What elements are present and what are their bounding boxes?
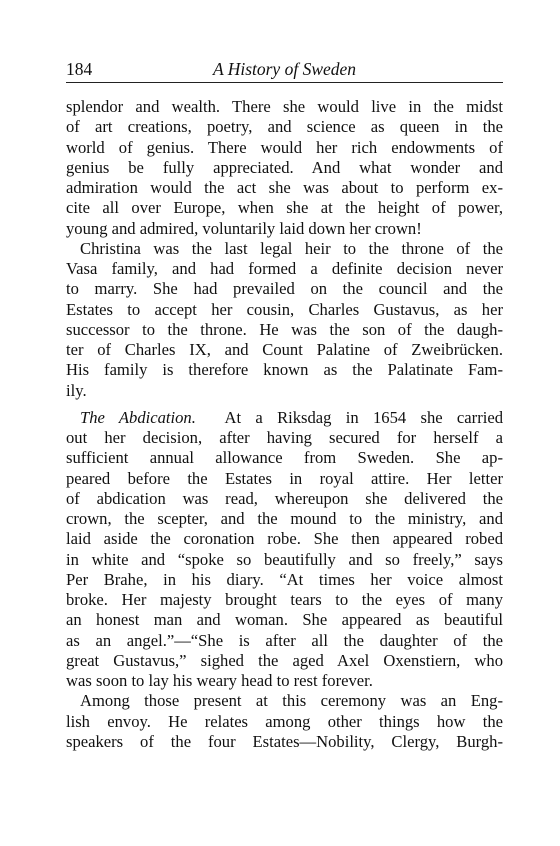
text-line: speakers of the four Estates—Nobility, Clergy, Burgh- bbox=[66, 731, 503, 751]
section-heading: The Abdication. bbox=[80, 407, 196, 427]
text-line: genius be fully appreciated. And what wonder and bbox=[66, 157, 503, 177]
text-line: Christina was the last legal heir to the throne of the bbox=[80, 238, 503, 258]
text-line: as an angel.”—“She is after all the daughter of the bbox=[66, 630, 503, 650]
text-line: young and admired, voluntarily laid down her crown! bbox=[66, 218, 422, 238]
section-spacer bbox=[66, 401, 503, 408]
text-line: Estates to accept her cousin, Charles Gustavus, as her bbox=[66, 299, 503, 319]
text-line: was soon to lay his weary head to rest forever. bbox=[66, 671, 373, 690]
text-line: successor to the throne. He was the son of the daugh- bbox=[66, 319, 503, 339]
text-line: broke. Her majesty brought tears to the eyes of many bbox=[66, 590, 503, 609]
text-line: of art creations, poetry, and science as queen in the bbox=[66, 117, 503, 137]
text-line: of abdication was read, whereupon she delivered the bbox=[66, 488, 503, 508]
body-text bbox=[66, 97, 503, 752]
text-line: splendor and wealth. There she would live in the midst bbox=[66, 97, 503, 116]
text-line: laid aside the coronation robe. She then appeared robed bbox=[66, 529, 503, 549]
text-line: Among those present at this ceremony was an Eng- bbox=[80, 691, 503, 711]
text-line: crown, the scepter, and the mound to the ministry, and bbox=[66, 509, 503, 528]
paragraph bbox=[66, 97, 503, 239]
page-number: 184 bbox=[66, 59, 93, 79]
text-line: great Gustavus,” sighed the aged Axel Oxenstiern, who bbox=[66, 650, 503, 670]
text-line: His family is therefore known as the Palatinate Fam- bbox=[66, 360, 503, 380]
text-line: out her decision, after having secured for herself a bbox=[66, 428, 503, 447]
paragraph bbox=[66, 239, 503, 401]
paragraph bbox=[66, 691, 503, 752]
text-line: lish envoy. He relates among other things how the bbox=[66, 711, 503, 731]
text-line: Vasa family, and had formed a definite decision never bbox=[66, 259, 503, 278]
text-line: peared before the Estates in royal attire. Her letter bbox=[66, 468, 503, 488]
text-line: ily. bbox=[66, 380, 87, 400]
text-line: in white and “spoke so beautifully and so freely,” says bbox=[66, 549, 503, 569]
text-line: sufficient annual allowance from Sweden. She ap- bbox=[66, 448, 503, 468]
text-run: At a Riksdag in 1654 she carried bbox=[224, 407, 503, 427]
text-line: world of genius. There would her rich endowments of bbox=[66, 137, 503, 157]
book-title: A History of Sweden bbox=[212, 59, 357, 79]
text-line: admiration would the act she was about to perform ex- bbox=[66, 178, 503, 197]
text-line: ter of Charles IX, and Count Palatine of Zweibrücken. bbox=[66, 340, 503, 359]
text-line: an honest man and woman. She appeared as beautiful bbox=[66, 610, 503, 630]
text-line: cite all over Europe, when she at the height of power, bbox=[66, 198, 503, 218]
text-line bbox=[66, 408, 503, 428]
text-line: Per Brahe, in his diary. “At times her voice almost bbox=[66, 569, 503, 589]
running-head bbox=[66, 56, 503, 83]
book-page bbox=[66, 56, 503, 752]
text-line: to marry. She had prevailed on the council and the bbox=[66, 279, 503, 299]
paragraph bbox=[66, 408, 503, 692]
